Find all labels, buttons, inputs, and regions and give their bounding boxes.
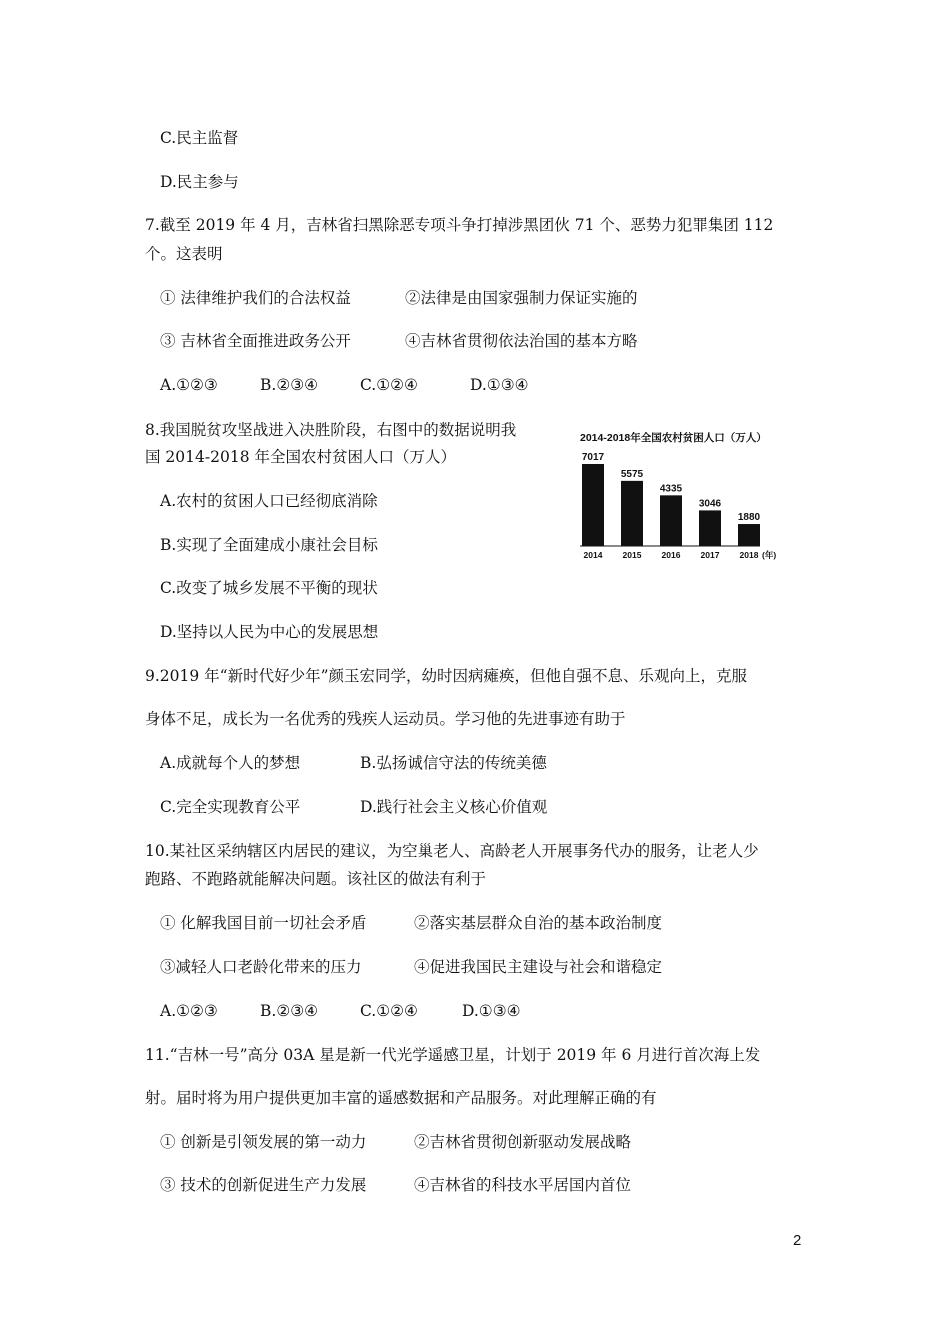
- chart-category-label: 2016: [661, 550, 681, 560]
- q8-option-a: A.农村的贫困人口已经彻底消除: [160, 492, 378, 510]
- q8-stem-line2: 国 2014-2018 年全国农村贫困人口（万人）: [145, 448, 456, 466]
- q6-option-c: C.民主监督: [160, 129, 239, 147]
- chart-x-unit: (年): [762, 550, 777, 560]
- chart-category-label: 2017: [700, 550, 720, 560]
- q10-option-c: C.①②④: [360, 1002, 418, 1020]
- q6-option-d: D.民主参与: [160, 173, 239, 191]
- q10-option-b: B.②③④: [260, 1002, 319, 1020]
- q9-option-a: A.成就每个人的梦想: [160, 754, 301, 772]
- chart-title: 2014-2018年全国农村贫困人口（万人）: [580, 432, 767, 444]
- chart-value-label: 5575: [620, 468, 644, 480]
- q7-statement-3: ③ 吉林省全面推进政务公开: [160, 332, 351, 350]
- chart-value-label: 4335: [659, 483, 683, 495]
- q11-statement-1: ① 创新是引领发展的第一动力: [160, 1133, 367, 1151]
- q10-option-d: D.①③④: [462, 1002, 521, 1020]
- q9-option-c: C.完全实现教育公平: [160, 798, 301, 816]
- q10-statement-4: ④促进我国民主建设与社会和谐稳定: [414, 958, 663, 976]
- q7-option-a: A.①②③: [160, 376, 218, 394]
- chart-bar-2015: [621, 481, 643, 546]
- q9-option-b: B.弘扬诚信守法的传统美德: [360, 754, 547, 772]
- chart-value-label: 1880: [737, 512, 761, 524]
- q9-stem-line2: 身体不足，成长为一名优秀的残疾人运动员。学习他的先进事迹有助于: [145, 710, 626, 728]
- page-number: 2: [793, 1232, 802, 1249]
- q7-option-b: B.②③④: [260, 376, 319, 394]
- chart-category-label: 2015: [622, 550, 642, 560]
- chart-bar-2016: [660, 495, 682, 546]
- q11-statement-3: ③ 技术的创新促进生产力发展: [160, 1176, 367, 1194]
- q7-option-c: C.①②④: [360, 376, 418, 394]
- q9-stem-line1: 9.2019 年“新时代好少年”颜玉宏同学，幼时因病瘫痪，但他自强不息、乐观向上，克服: [145, 667, 748, 685]
- q10-option-a: A.①②③: [160, 1002, 218, 1020]
- chart-bar-2014: [582, 464, 604, 546]
- q11-statement-2: ②吉林省贯彻创新驱动发展战略: [414, 1133, 632, 1151]
- q7-statement-1: ① 法律维护我们的合法权益: [160, 289, 351, 307]
- q7-stem-line2: 个。这表明: [145, 245, 223, 263]
- q7-stem-line1: 7.截至 2019 年 4 月，吉林省扫黑除恶专项斗争打掉涉黑团伙 71 个、恶势力犯罪集团 112: [145, 216, 774, 234]
- q8-option-b: B.实现了全面建成小康社会目标: [160, 536, 378, 554]
- q7-option-d: D.①③④: [470, 376, 529, 394]
- q9-option-d: D.践行社会主义核心价值观: [360, 798, 548, 816]
- chart-value-label: 3046: [698, 498, 722, 510]
- q11-stem-line2: 射。届时将为用户提供更加丰富的遥感数据和产品服务。对此理解正确的有: [145, 1089, 657, 1107]
- q10-statement-1: ① 化解我国目前一切社会矛盾: [160, 914, 367, 932]
- q7-statement-4: ④吉林省贯彻依法治国的基本方略: [405, 332, 638, 350]
- q10-statement-2: ②落实基层群众自治的基本政治制度: [414, 914, 663, 932]
- q8-stem-line1: 8.我国脱贫攻坚战进入决胜阶段，右图中的数据说明我: [145, 421, 517, 439]
- poverty-population-bar-chart: [578, 428, 790, 566]
- q10-statement-3: ③减轻人口老龄化带来的压力: [160, 958, 362, 976]
- q10-stem-line1: 10.某社区采纳辖区内居民的建议，为空巢老人、高龄老人开展事务代办的服务，让老人少: [145, 842, 759, 860]
- chart-bar-2017: [699, 510, 721, 546]
- chart-category-label: 2018: [739, 550, 759, 560]
- chart-bar-2018: [738, 524, 760, 546]
- q10-stem-line2: 跑路、不跑路就能解决问题。该社区的做法有利于: [145, 870, 487, 888]
- chart-value-label: 7017: [581, 452, 605, 463]
- q11-stem-line1: 11.“吉林一号”高分 03A 星是新一代光学遥感卫星，计划于 2019 年 6 月进行首次海上发: [145, 1046, 761, 1064]
- q8-option-c: C.改变了城乡发展不平衡的现状: [160, 579, 378, 597]
- q11-statement-4: ④吉林省的科技水平居国内首位: [414, 1176, 632, 1194]
- q8-option-d: D.坚持以人民为中心的发展思想: [160, 623, 379, 641]
- chart-category-label: 2014: [583, 550, 603, 560]
- q7-statement-2: ②法律是由国家强制力保证实施的: [405, 289, 638, 307]
